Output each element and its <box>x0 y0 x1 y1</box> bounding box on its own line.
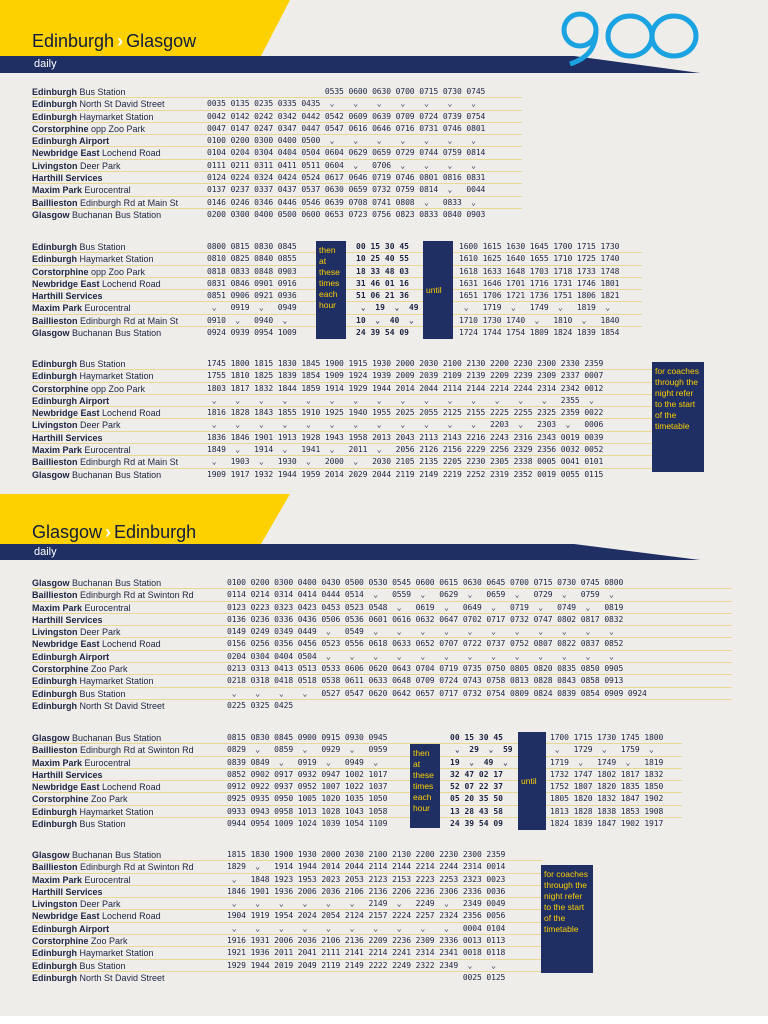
stop-name: Livingston Deer Park <box>32 899 121 910</box>
stop-name: Edinburgh Airport <box>32 136 110 147</box>
timetable-row <box>32 383 652 395</box>
each-hour-minutes <box>450 732 513 830</box>
stop-name: Corstorphine opp Zoo Park <box>32 123 146 134</box>
stop-name: Harthill Services <box>32 173 103 184</box>
timetable-row <box>32 147 522 159</box>
inbound-header <box>0 494 768 564</box>
departure-times: 0136 0236 0336 0436 0506 0536 0601 0616 0632 0647 0702 0717 0732 0747 0802 0817 0832 <box>227 614 624 624</box>
timetable-row <box>32 370 652 382</box>
stop-name: Harthill Services <box>32 886 103 897</box>
timetable-row <box>32 960 542 972</box>
stop-name: Baillieston Edinburgh Rd at Swinton Rd <box>32 590 194 601</box>
timetable-row <box>32 184 522 196</box>
stop-name: Newbridge East Lochend Road <box>32 639 161 650</box>
stop-name: Livingston Deer Park <box>32 420 121 431</box>
stop-name: Edinburgh Bus Station <box>32 242 126 252</box>
stop-name: Newbridge East Lochend Road <box>32 408 161 419</box>
departure-times: 0829 ⌄ 0859 ⌄ 0929 ⌄ 0959 <box>227 745 388 755</box>
stop-name: Edinburgh Bus Station <box>32 819 126 830</box>
minutes-past-hour: 51 06 21 36 <box>356 291 409 301</box>
departure-times: ⌄ 0919 ⌄ 0949 <box>207 303 297 313</box>
stop-name: Harthill Services <box>32 769 103 780</box>
timetable-row <box>32 781 682 793</box>
stop-name: Edinburgh Haymarket Station <box>32 371 154 382</box>
departure-times: 0831 0846 0901 0916 <box>207 278 297 288</box>
timetable-row <box>32 675 732 687</box>
timetable-row <box>32 861 542 873</box>
stop-name: Glasgow Buchanan Bus Station <box>32 578 162 588</box>
night-coaches-note: for coaches through the night refer to the start of the timetable <box>541 865 593 973</box>
stop-name: Baillieston Edinburgh Rd at Swinton Rd <box>32 745 194 756</box>
stop-name: Edinburgh Bus Station <box>32 688 126 699</box>
outbound-early-table <box>32 86 522 221</box>
page-footer <box>0 1016 768 1024</box>
timetable-row <box>32 456 652 468</box>
stop-name: Harthill Services <box>32 614 103 625</box>
stop-name: Corstorphine opp Zoo Park <box>32 383 146 394</box>
stop-name: Edinburgh Haymarket Station <box>32 948 154 959</box>
route-title <box>32 31 196 52</box>
departure-times: 1610 1625 1640 1655 1710 1725 1740 <box>459 254 620 264</box>
departure-times: ⌄ 1719 ⌄ 1749 ⌄ 1819 ⌄ <box>459 303 610 313</box>
stop-name: Livingston Deer Park <box>32 627 121 638</box>
stop-name: Corstorphine Zoo Park <box>32 664 128 675</box>
departure-times: 1755 1810 1825 1839 1854 1909 1924 1939 2009 2039 2109 2139 2209 2239 2309 2337 0007 <box>207 371 604 381</box>
900-logo <box>552 8 702 66</box>
departure-times: 1815 1830 1900 1930 2000 2030 2100 2130 2200 2230 2300 2359 <box>227 850 506 859</box>
departure-times: 1916 1931 2006 2036 2106 2136 2209 2236 2309 2336 0013 0113 <box>227 936 506 946</box>
stop-name: Edinburgh Haymarket Station <box>32 676 154 687</box>
departure-times: 1651 1706 1721 1736 1751 1806 1821 <box>459 291 620 301</box>
inbound-early-table <box>32 577 732 712</box>
departure-times: 0815 0830 0845 0900 0915 0930 0945 <box>227 733 388 742</box>
timetable-row <box>32 849 542 861</box>
departure-times: 0933 0943 0958 1013 1028 1043 1058 <box>227 806 388 816</box>
stop-name: Edinburgh Haymarket Station <box>32 111 154 122</box>
timetable-row <box>32 135 522 147</box>
timetable-row <box>32 197 522 209</box>
departure-times: 0025 0125 <box>227 972 506 982</box>
stop-name: Edinburgh Haymarket Station <box>32 254 154 265</box>
departure-times: 1710 1730 1740 ⌄ 1810 ⌄ 1840 <box>459 315 620 325</box>
stop-name: Edinburgh Airport <box>32 651 110 662</box>
departure-times: 1745 1800 1815 1830 1845 1900 1915 1930 2000 2030 2100 2130 2200 2230 2300 2330 2359 <box>207 359 604 368</box>
departure-times: 1813 1828 1838 1853 1908 <box>550 806 664 816</box>
route-from: Glasgow <box>32 522 103 542</box>
timetable-row <box>32 818 682 830</box>
stop-name: Edinburgh Bus Station <box>32 359 126 369</box>
departure-times: 1724 1744 1754 1809 1824 1839 1854 <box>459 328 620 338</box>
departure-times: ⌄ 1903 ⌄ 1930 ⌄ 2000 ⌄ 2030 2105 2135 2205 2230 2305 2338 0005 0041 0101 <box>207 457 604 467</box>
timetable-row <box>32 886 542 898</box>
departure-times: 0535 0600 0630 0700 0715 0730 0745 <box>207 87 486 96</box>
departure-times: 1732 1747 1802 1817 1832 <box>550 769 664 779</box>
route-from: Edinburgh <box>32 31 115 51</box>
departure-times: 1719 ⌄ 1749 ⌄ 1819 <box>550 757 664 767</box>
stop-name: Newbridge East Lochend Road <box>32 782 161 793</box>
minutes-past-hour: 19 ⌄ 49 ⌄ <box>450 757 508 767</box>
departure-times: 0924 0939 0954 1009 <box>207 328 297 338</box>
stop-name: Edinburgh North St David Street <box>32 700 165 711</box>
departure-times: 0852 0902 0917 0932 0947 1002 1017 <box>227 769 388 779</box>
each-hour-minutes <box>356 241 419 339</box>
timetable-row <box>32 910 542 922</box>
departure-times: 0925 0935 0950 1005 1020 1035 1050 <box>227 794 388 804</box>
minutes-past-hour: ⌄ 19 ⌄ 49 <box>356 303 419 313</box>
departure-times: 1816 1828 1843 1855 1910 1925 1940 1955 2025 2055 2125 2155 2225 2255 2325 2359 0022 <box>207 408 604 418</box>
stop-name: Edinburgh North St David Street <box>32 99 165 110</box>
route-arrow: › <box>105 522 112 542</box>
timetable-row <box>32 935 542 947</box>
departure-times: 0818 0833 0848 0903 <box>207 266 297 276</box>
stop-name: Glasgow Buchanan Bus Station <box>32 469 162 480</box>
timetable-row <box>32 123 522 135</box>
timetable-row <box>32 638 732 650</box>
timetable-row <box>32 769 682 781</box>
departure-times: 1600 1615 1630 1645 1700 1715 1730 <box>459 242 620 251</box>
stop-name: Glasgow Buchanan Bus Station <box>32 209 162 220</box>
departure-times: 0100 0200 0300 0400 0430 0500 0530 0545 0600 0615 0630 0645 0700 0715 0730 0745 0800 <box>227 578 624 587</box>
departure-times: 0912 0922 0937 0952 1007 1022 1037 <box>227 782 388 792</box>
departure-times: ⌄ ⌄ ⌄ ⌄ ⌄ ⌄ ⌄ ⌄ ⌄ ⌄ ⌄ ⌄ 2203 ⌄ 2303 ⌄ 0006 <box>207 420 604 430</box>
stop-name: Newbridge East Lochend Road <box>32 911 161 922</box>
departure-times: 1929 1944 2019 2049 2119 2149 2222 2249 2322 2349 ⌄ ⌄ <box>227 960 496 970</box>
stop-name: Maxim Park Eurocentral <box>32 602 131 613</box>
minutes-past-hour: 10 ⌄ 40 ⌄ <box>356 315 414 325</box>
timetable-row <box>32 757 682 769</box>
daily-label: daily <box>34 58 57 70</box>
minutes-past-hour: 13 28 43 58 <box>450 806 503 816</box>
departure-times: 0042 0142 0242 0342 0442 0542 0609 0639 0709 0724 0739 0754 <box>207 111 486 121</box>
stop-name: Corstorphine opp Zoo Park <box>32 266 146 277</box>
departure-times: 1700 1715 1730 1745 1800 <box>550 733 664 742</box>
daily-label: daily <box>34 546 57 558</box>
stop-name: Livingston Deer Park <box>32 160 121 171</box>
departure-times: 1631 1646 1701 1716 1731 1746 1801 <box>459 278 620 288</box>
route-title <box>32 522 196 543</box>
departure-times: 0851 0906 0921 0936 <box>207 291 297 301</box>
departure-times: 0200 0300 0400 0500 0600 0653 0723 0756 0823 0833 0840 0903 <box>207 209 486 219</box>
departure-times: 1836 1846 1901 1913 1928 1943 1958 2013 2043 2113 2143 2216 2243 2316 2343 0019 0039 <box>207 432 604 442</box>
timetable-row <box>32 98 522 110</box>
departure-times: 0910 ⌄ 0940 ⌄ <box>207 315 288 325</box>
departure-times: 0810 0825 0840 0855 <box>207 254 297 264</box>
departure-times: 0124 0224 0324 0424 0524 0617 0646 0719 0746 0801 0816 0831 <box>207 173 486 183</box>
departure-times: ⌄ ⌄ ⌄ ⌄ 0527 0547 0620 0642 0657 0717 0732 0754 0809 0824 0839 0854 0909 0924 <box>227 688 647 698</box>
departure-times: 1752 1807 1820 1835 1850 <box>550 782 664 792</box>
departure-times: 0137 0237 0337 0437 0537 0630 0659 0732 0759 0814 ⌄ 0044 <box>207 185 486 195</box>
inbound-evening-table <box>32 849 542 984</box>
departure-times: 0104 0204 0304 0404 0504 0604 0629 0659 0729 0744 0759 0814 <box>207 148 486 158</box>
timetable-row <box>32 209 522 221</box>
departure-times: 0225 0325 0425 <box>227 700 294 710</box>
timetable-row <box>32 688 732 700</box>
timetable-row <box>32 923 542 935</box>
departure-times: ⌄ ⌄ ⌄ ⌄ ⌄ ⌄ ⌄ ⌄ ⌄ ⌄ ⌄ ⌄ ⌄ ⌄ ⌄ 2355 ⌄ <box>207 395 594 405</box>
minutes-past-hour: 00 15 30 45 <box>450 733 503 742</box>
stop-name: Baillieston Edinburgh Rd at Main St <box>32 457 179 468</box>
timetable-row <box>32 577 732 589</box>
departure-times: 0204 0304 0404 0504 ⌄ ⌄ ⌄ ⌄ ⌄ ⌄ ⌄ ⌄ ⌄ ⌄ ⌄ ⌄ ⌄ <box>227 651 614 661</box>
timetable-row <box>32 663 732 675</box>
stop-name: Harthill Services <box>32 291 103 302</box>
stop-name: Glasgow Buchanan Bus Station <box>32 733 162 743</box>
departure-times: 0149 0249 0349 0449 ⌄ 0549 ⌄ ⌄ ⌄ ⌄ ⌄ ⌄ ⌄ ⌄ ⌄ ⌄ ⌄ <box>227 627 614 637</box>
timetable-row <box>32 358 652 370</box>
minutes-past-hour: 05 20 35 50 <box>450 794 503 804</box>
departure-times: ⌄ 1848 1923 1953 2023 2053 2123 2153 2223 2253 2323 0023 <box>227 874 506 884</box>
outbound-evening-table <box>32 358 652 481</box>
stop-name: Glasgow Buchanan Bus Station <box>32 328 162 339</box>
minutes-past-hour: 18 33 48 03 <box>356 266 409 276</box>
departure-times: 0944 0954 1009 1024 1039 1054 1109 <box>227 819 388 829</box>
stop-name: Edinburgh Airport <box>32 923 110 934</box>
departure-times: 0156 0256 0356 0456 0523 0556 0618 0633 0652 0707 0722 0737 0752 0807 0822 0837 0852 <box>227 639 624 649</box>
departure-times: ⌄ ⌄ ⌄ ⌄ ⌄ ⌄ ⌄ ⌄ ⌄ ⌄ 0004 0104 <box>227 923 506 933</box>
timetable-row <box>32 86 522 98</box>
stop-name: Baillieston Edinburgh Rd at Swinton Rd <box>32 862 194 873</box>
stop-name: Corstorphine Zoo Park <box>32 936 128 947</box>
departure-times: 0146 0246 0346 0446 0546 0639 0708 0741 0808 ⌄ 0833 ⌄ <box>207 197 476 207</box>
stop-name: Edinburgh Bus Station <box>32 960 126 971</box>
stop-name: Baillieston Edinburgh Rd at Main St <box>32 315 179 326</box>
departure-times: 0800 0815 0830 0845 <box>207 242 297 251</box>
departure-times: 0114 0214 0314 0414 0444 0514 ⌄ 0559 ⌄ 0629 ⌄ 0659 ⌄ 0729 ⌄ 0759 ⌄ <box>227 590 614 600</box>
until-box: until <box>423 241 453 339</box>
stop-name: Baillieston Edinburgh Rd at Main St <box>32 197 179 208</box>
stop-name: Edinburgh Haymarket Station <box>32 806 154 817</box>
departure-times: 1618 1633 1648 1703 1718 1733 1748 <box>459 266 620 276</box>
departure-times: 0035 0135 0235 0335 0435 ⌄ ⌄ ⌄ ⌄ ⌄ ⌄ ⌄ <box>207 99 476 109</box>
stop-name: Maxim Park Eurocentral <box>32 874 131 885</box>
minutes-past-hour: 52 07 22 37 <box>450 782 503 792</box>
timetable-row <box>32 469 652 481</box>
stop-name: Edinburgh North St David Street <box>32 972 165 983</box>
timetable-row <box>32 111 522 123</box>
timetable-row <box>32 589 732 601</box>
timetable-row <box>32 651 732 663</box>
timetable-row <box>32 419 652 431</box>
route-to: Edinburgh <box>114 522 197 542</box>
timetable-row <box>32 744 682 756</box>
stop-name: Harthill Services <box>32 432 103 443</box>
departure-times: ⌄ ⌄ ⌄ ⌄ ⌄ ⌄ 2149 ⌄ 2249 ⌄ 2349 0049 <box>227 899 506 909</box>
stop-name: Maxim Park Eurocentral <box>32 445 131 456</box>
timetable-row <box>32 874 542 886</box>
stop-name: Edinburgh Airport <box>32 395 110 406</box>
departure-times: ⌄ 1729 ⌄ 1759 ⌄ <box>550 745 654 755</box>
night-coaches-note: for coaches through the night refer to the start of the timetable <box>652 362 704 472</box>
departure-times: 0100 0200 0300 0400 0500 ⌄ ⌄ ⌄ ⌄ ⌄ ⌄ ⌄ <box>207 136 476 146</box>
departure-times: 1921 1936 2011 2041 2111 2141 2214 2241 2314 2341 0018 0118 <box>227 948 506 958</box>
departure-times: 0111 0211 0311 0411 0511 0604 ⌄ 0706 ⌄ ⌄ ⌄ ⌄ <box>207 160 476 170</box>
timetable-row <box>32 172 522 184</box>
departure-times: 0218 0318 0418 0518 0538 0611 0633 0648 0709 0724 0743 0758 0813 0828 0843 0858 0913 <box>227 676 624 686</box>
timetable-row <box>32 793 682 805</box>
minutes-past-hour: 00 15 30 45 <box>356 242 409 251</box>
departure-times: 0839 0849 ⌄ 0919 ⌄ 0949 ⌄ <box>227 757 378 767</box>
timetable-row <box>32 947 542 959</box>
stop-name: Newbridge East Lochend Road <box>32 148 161 159</box>
inbound-day-table <box>32 732 682 830</box>
departure-times: 0047 0147 0247 0347 0447 0547 0616 0646 0716 0731 0746 0801 <box>207 123 486 133</box>
minutes-past-hour: 10 25 40 55 <box>356 254 409 264</box>
departure-times: 1849 ⌄ 1914 ⌄ 1941 ⌄ 2011 ⌄ 2056 2126 2156 2229 2256 2329 2356 0032 0052 <box>207 445 604 455</box>
route-to: Glasgow <box>126 31 197 51</box>
stop-name: Corstorphine Zoo Park <box>32 794 128 805</box>
timetable-row <box>32 432 652 444</box>
route-arrow: › <box>117 31 124 51</box>
timetable-row <box>32 395 652 407</box>
timetable-row <box>32 732 682 744</box>
timetable-row <box>32 806 682 818</box>
minutes-past-hour: 31 46 01 16 <box>356 278 409 288</box>
then-at-these-times-note: then at these times each hour <box>410 744 440 828</box>
departure-times: 1846 1901 1936 2006 2036 2106 2136 2206 2236 2306 2336 0036 <box>227 886 506 896</box>
stop-name: Newbridge East Lochend Road <box>32 278 161 289</box>
stop-name: Maxim Park Eurocentral <box>32 185 131 196</box>
stop-name: Glasgow Buchanan Bus Station <box>32 850 162 860</box>
minutes-past-hour: ⌄ 29 ⌄ 59 <box>450 745 513 755</box>
timetable-row <box>32 614 732 626</box>
minutes-past-hour: 24 39 54 09 <box>450 819 503 829</box>
stop-name: Edinburgh Bus Station <box>32 87 126 97</box>
timetable-row <box>32 160 522 172</box>
header-band <box>0 544 700 560</box>
timetable-row <box>32 602 732 614</box>
departure-times: 1805 1820 1832 1847 1902 <box>550 794 664 804</box>
until-box: until <box>518 732 546 830</box>
timetable-row <box>32 407 652 419</box>
departure-times: 1909 1917 1932 1944 1959 2014 2029 2044 2119 2149 2219 2252 2319 2352 0019 0055 0115 <box>207 469 604 479</box>
timetable-row <box>32 972 542 984</box>
departure-times: 1803 1817 1832 1844 1859 1914 1929 1944 2014 2044 2114 2144 2214 2244 2314 2342 0012 <box>207 383 604 393</box>
departure-times: 0213 0313 0413 0513 0533 0606 0620 0643 0704 0719 0735 0750 0805 0820 0835 0850 0905 <box>227 664 624 674</box>
departure-times: 1829 ⌄ 1914 1944 2014 2044 2114 2144 2214 2244 2314 0014 <box>227 862 506 872</box>
timetable-row <box>32 444 652 456</box>
departure-times: 1824 1839 1847 1902 1917 <box>550 819 664 829</box>
minutes-past-hour: 32 47 02 17 <box>450 769 503 779</box>
timetable-row <box>32 700 732 712</box>
departure-times: 0123 0223 0323 0423 0453 0523 0548 ⌄ 0619 ⌄ 0649 ⌄ 0719 ⌄ 0749 ⌄ 0819 <box>227 602 624 612</box>
timetable-row <box>32 626 732 638</box>
then-at-these-times-note: then at these times each hour <box>316 241 346 339</box>
stop-name: Maxim Park Eurocentral <box>32 757 131 768</box>
departure-times: 1904 1919 1954 2024 2054 2124 2157 2224 2257 2324 2356 0056 <box>227 911 506 921</box>
stop-name: Maxim Park Eurocentral <box>32 303 131 314</box>
minutes-past-hour: 24 39 54 09 <box>356 328 409 338</box>
timetable-row <box>32 898 542 910</box>
